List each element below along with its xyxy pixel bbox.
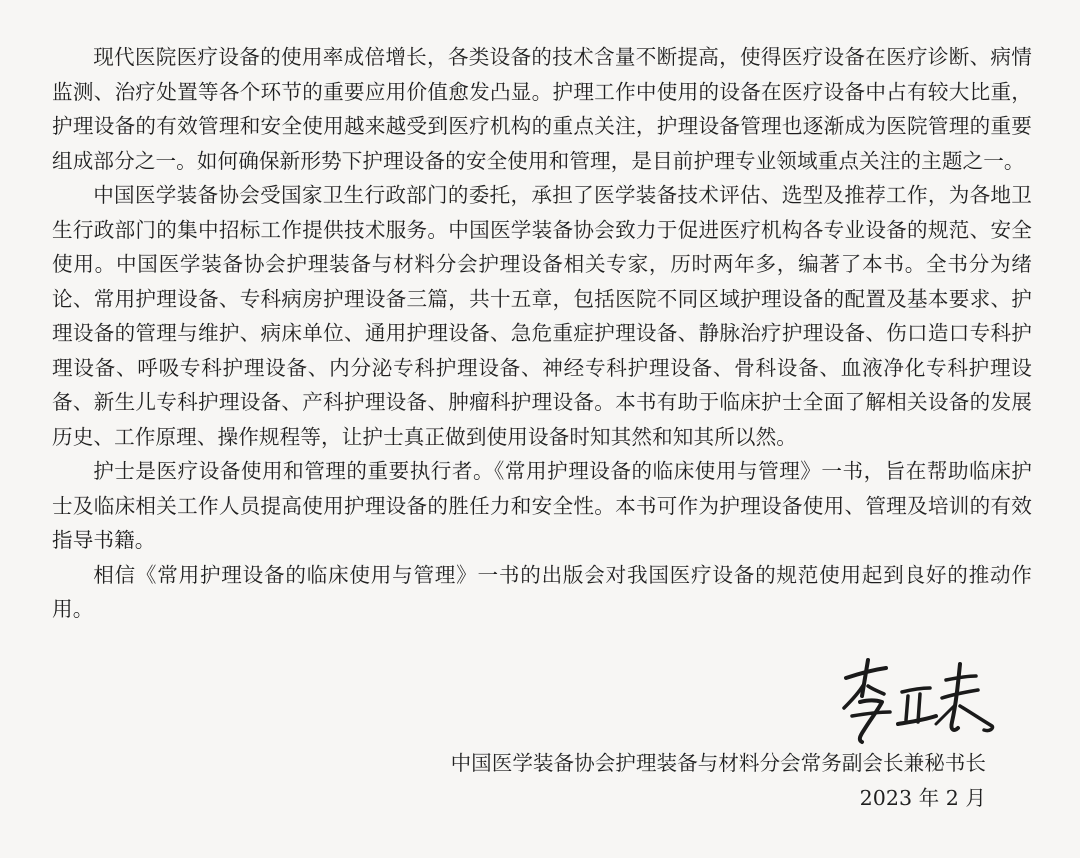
preface-paragraph: 现代医院医疗设备的使用率成倍增长，各类设备的技术含量不断提高，使得医疗设备在医疗诊断、病情监测、治疗处置等各个环节的重要应用价值愈发凸显。护理工作中使用的设备在医疗设备中占有较大比重，护理设备的有效管理和安全使用越来越受到医疗机构的重点关注，护理设备管理也逐渐成为医院管理的重要组成部分之一。如何确保新形势下护理设备的安全使用和管理，是目前护理专业领域重点关注的主题之一。 [52,45,1032,173]
preface-date: 2023 年 2 月 [859,786,986,810]
preface-paragraph: 相信《常用护理设备的临床使用与管理》一书的出版会对我国医疗设备的规范使用起到良好的推动作用。 [52,562,1032,621]
preface-paragraph: 护士是医疗设备使用和管理的重要执行者。《常用护理设备的临床使用与管理》一书，旨在帮助临床护士及临床相关工作人员提高使用护理设备的胜任力和安全性。本书可作为护理设备使用、管理及培训的有效指导书籍。 [52,459,1032,552]
preface-body [52,40,1032,627]
signer-title: 中国医学装备协会护理装备与材料分会常务副会长兼秘书长 [450,751,986,775]
handwritten-signature [838,650,998,750]
preface-paragraph: 中国医学装备协会受国家卫生行政部门的委托，承担了医学装备技术评估、选型及推荐工作，为各地卫生行政部门的集中招标工作提供技术服务。中国医学装备协会致力于促进医疗机构各专业设备的规范、安全使用。中国医学装备协会护理装备与材料分会护理设备相关专家，历时两年多，编著了本书。全书分为绪论、常用护理设备、专科病房护理设备三篇，共十五章，包括医院不同区域护理设备的配置及基本要求、护理设备的管理与维护、病床单位、通用护理设备、急危重症护理设备、静脉治疗护理设备、伤口造口专科护理设备、呼吸专科护理设备、内分泌专科护理设备、神经专科护理设备、骨科设备、血液净化专科护理设备、新生儿专科护理设备、产科护理设备、肿瘤科护理设备。本书有助于临床护士全面了解相关设备的发展历史、工作原理、操作规程等，让护士真正做到使用设备时知其然和知其所以然。 [52,183,1032,449]
